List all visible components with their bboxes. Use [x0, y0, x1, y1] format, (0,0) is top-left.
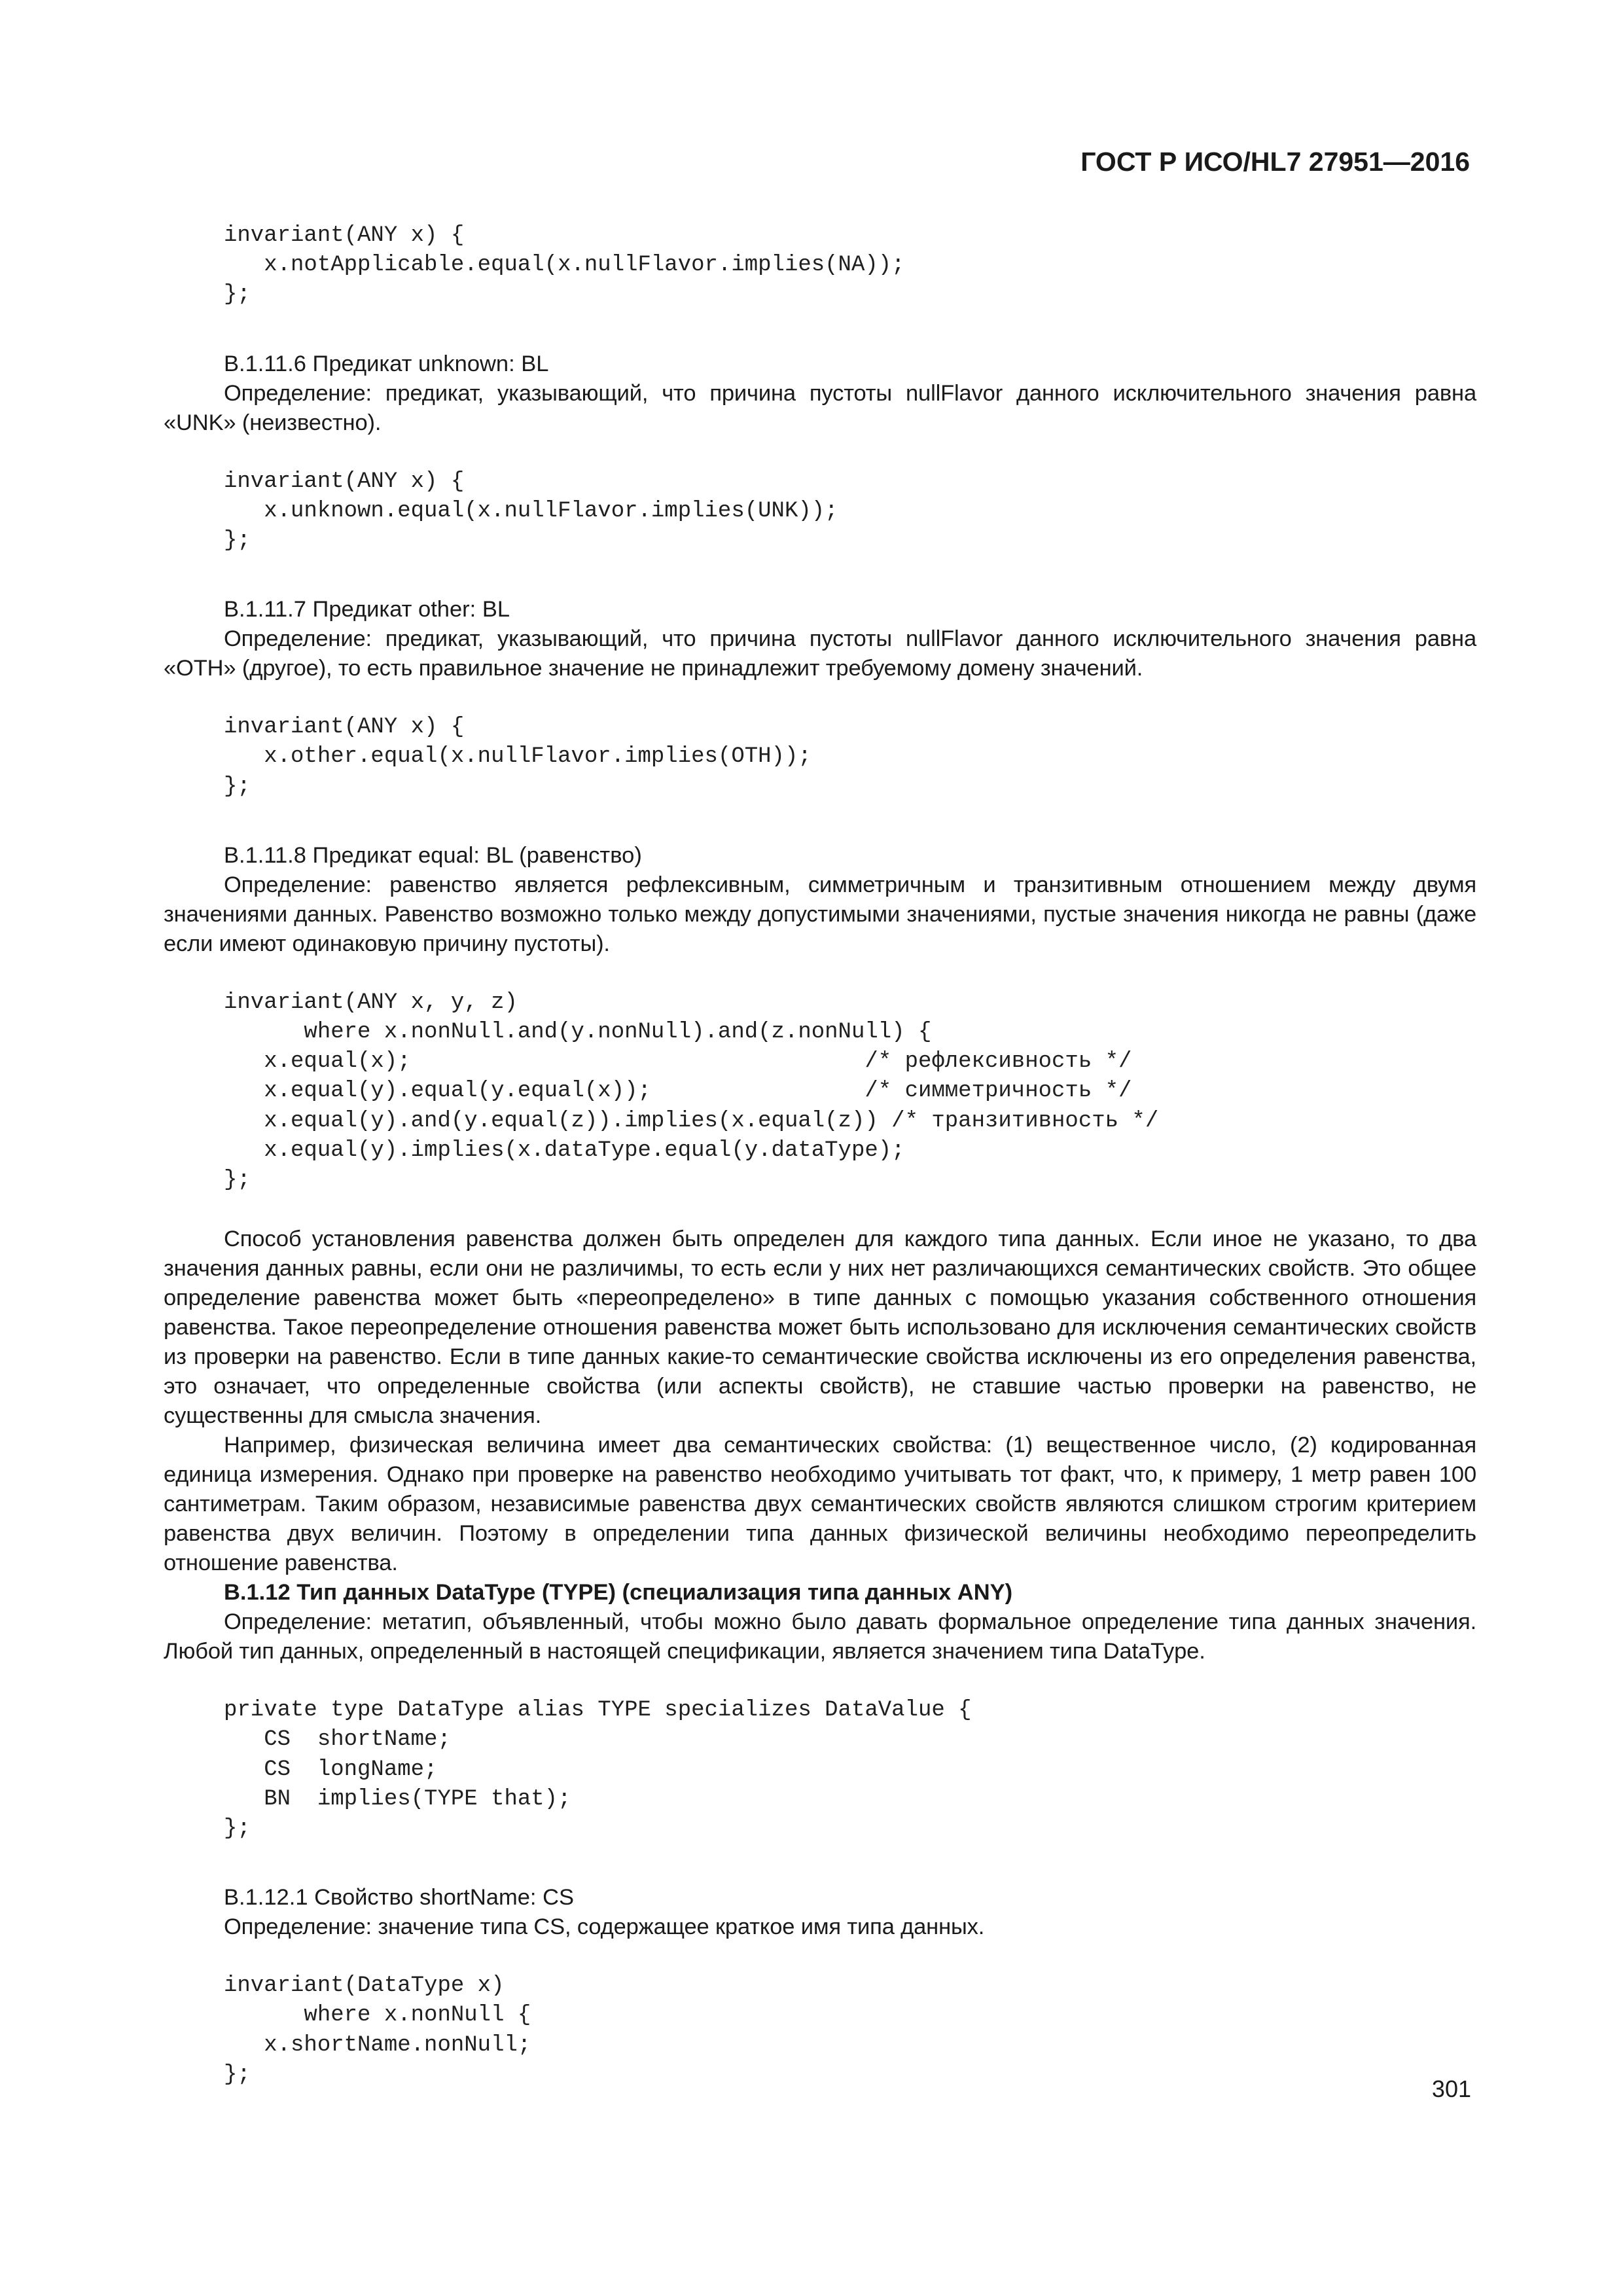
code-block-unknown: invariant(ANY x) { x.unknown.equal(x.nullFlavor.implies(UNK)); }; [224, 469, 838, 554]
code-block-equal: invariant(ANY x, y, z) where x.nonNull.and(y.nonNull).and(z.nonNull) { x.equal(x); /* рефлексивность */ x.equal(y).equal(y.equal(x)); /* симметричность */ x.equal(y).and(y.equal(z)).implies(x.equal(z)) /* транзитивность */ x.equal(y).implies(x.dataType.equal(y.dataType); }; [224, 990, 1159, 1193]
paragraph-physical-quantity-example: Например, физическая величина имеет два семантических свойства: (1) вещественное число, (2) кодированная единица измерения. Однако при проверке на равенство необходимо учитывать тот факт, что, к примеру, 1 метр равен 100 сантиметрам. Таким образом, независимые равенства двух семантических свойств являются слишком строгим критерием равенства двух величин. Поэтому в определении типа данных физической величины необходимо переопределить отношение равенства. [164, 1433, 1476, 1576]
code-block-datatype: private type DataType alias TYPE specializes DataValue { CS shortName; CS longName; BN implies(TYPE that); }; [224, 1698, 972, 1842]
code-block-not-applicable: invariant(ANY x) { x.notApplicable.equal(x.nullFlavor.implies(NA)); }; [224, 223, 905, 308]
paragraph-other-definition: Определение: предикат, указывающий, что причина пустоты nullFlavor данного исключительного значения равна «OTH» (другое), то есть правильное значение не принадлежит требуемому домену значений. [164, 626, 1476, 681]
paragraph-equal-definition: Определение: равенство является рефлексивным, симметричным и транзитивным отношением между двумя значениями данных. Равенство возможно только между допустимыми значениями, пустые значения никогда не равны (даже если имеют одинаковую причину пустоты). [164, 872, 1476, 956]
section-heading-datatype: B.1.12 Тип данных DataType (TYPE) (специализация типа данных ANY) [224, 1580, 1013, 1605]
code-block-other: invariant(ANY x) { x.other.equal(x.nullFlavor.implies(OTH)); }; [224, 715, 812, 799]
section-heading-equal: B.1.11.8 Предикат equal: BL (равенство) [224, 842, 642, 868]
paragraph-equality-method: Способ установления равенства должен быть определен для каждого типа данных. Если иное не указано, то два значения данных равны, если они не различимы, то есть если у них нет различающихся семантических свойств. Это общее определение равенства может быть «переопределено» в типе данных с помощью указания собственного отношения равенства. Такое переопределение отношения равенства может быть использовано для исключения семантических свойств из проверки на равенство. Если в типе данных какие-то семантические свойства исключены из его определения равенства, это означает, что определенные свойства (или аспекты свойств), не ставшие частью проверки на равенство, не существенны для смысла значения. [164, 1227, 1476, 1429]
paragraph-shortname-definition: Определение: значение типа CS, содержащее краткое имя типа данных. [224, 1914, 985, 1940]
page-number: 301 [1431, 2075, 1471, 2102]
section-heading-shortname: B.1.12.1 Свойство shortName: CS [224, 1885, 575, 1910]
section-heading-other: B.1.11.7 Предикат other: BL [224, 597, 510, 622]
page-header-title: ГОСТ Р ИСО/HL7 27951—2016 [1080, 147, 1470, 177]
code-block-shortname: invariant(DataType x) where x.nonNull { x.shortName.nonNull; }; [224, 1973, 531, 2087]
paragraph-datatype-definition: Определение: метатип, объявленный, чтобы можно было давать формальное определение типа данных значения. Любой тип данных, определенный в настоящей спецификации, является значением типа DataType. [164, 1609, 1476, 1664]
section-heading-unknown: B.1.11.6 Предикат unknown: BL [224, 351, 549, 376]
document-body [164, 221, 1476, 2090]
paragraph-unknown-definition: Определение: предикат, указывающий, что причина пустоты nullFlavor данного исключительного значения равна «UNK» (неизвестно). [164, 380, 1476, 435]
